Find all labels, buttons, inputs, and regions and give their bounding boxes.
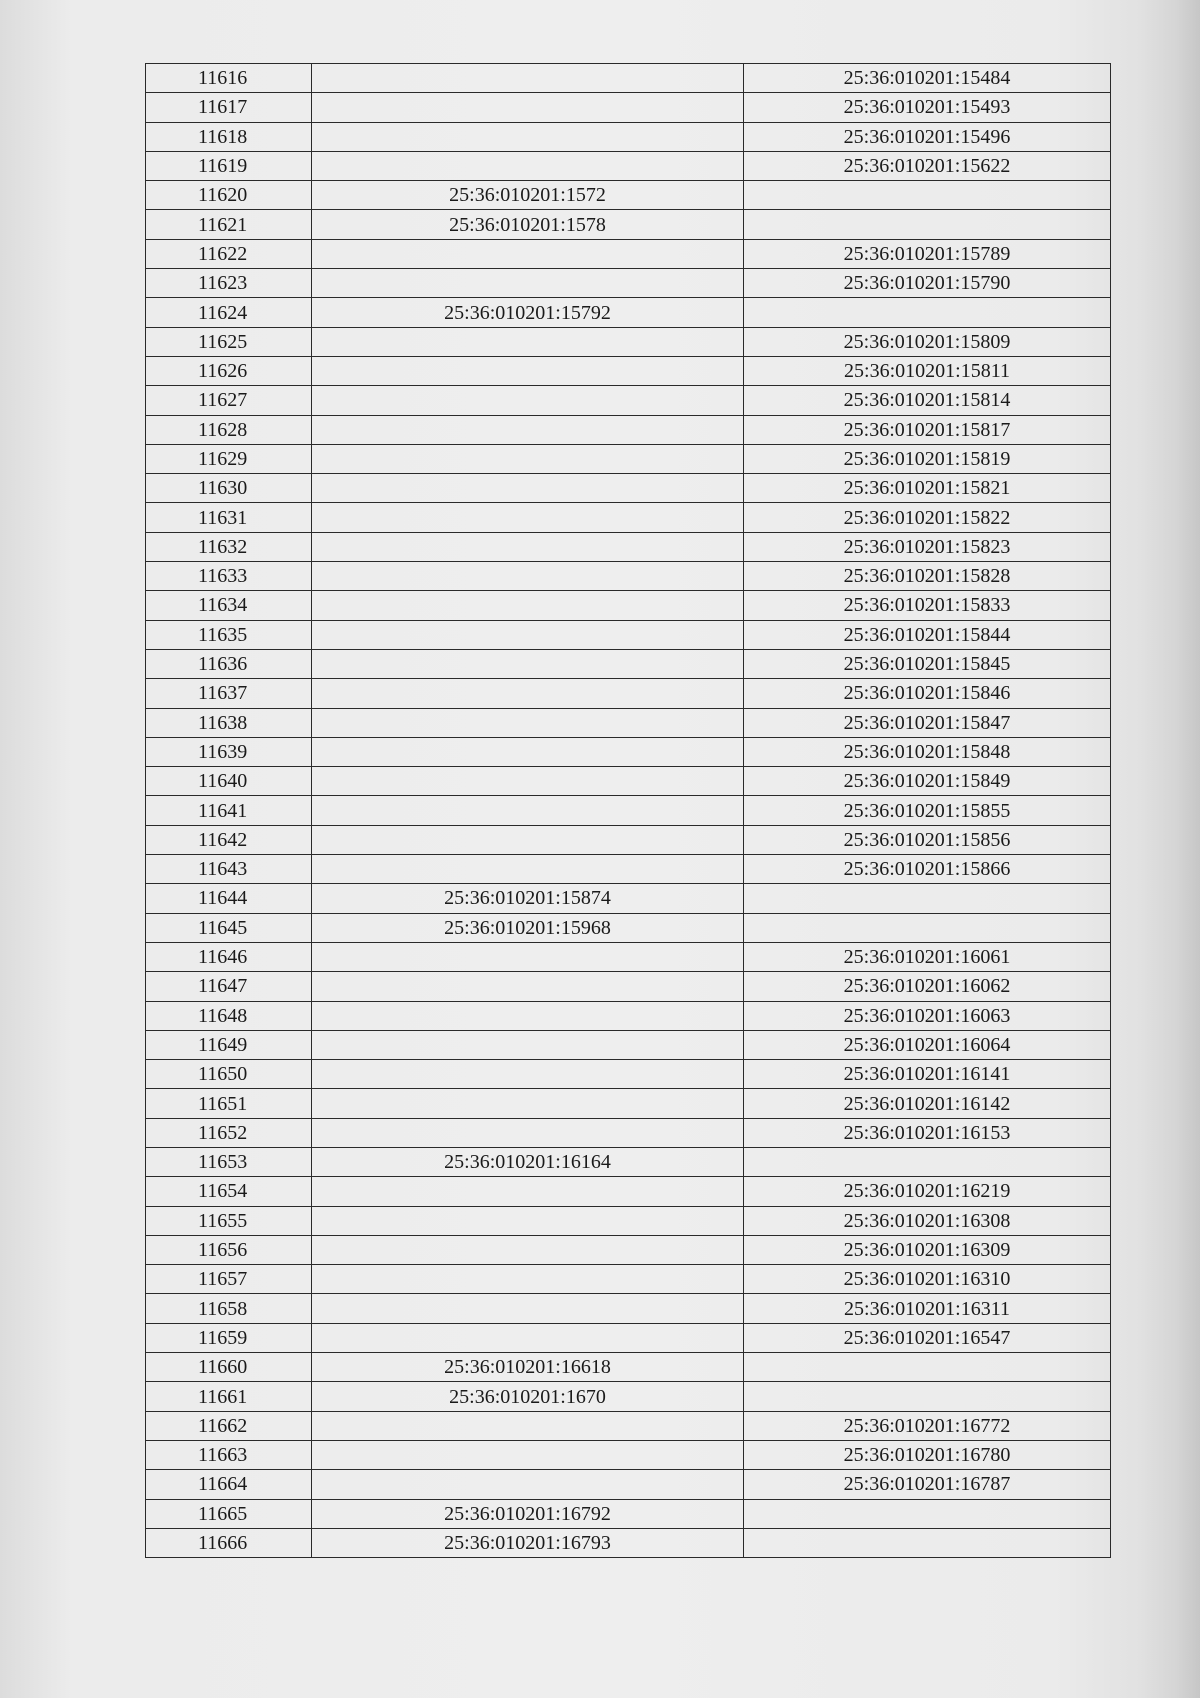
row-number-cell: 11616 (146, 64, 312, 93)
row-number-cell: 11662 (146, 1411, 312, 1440)
table-row (146, 1235, 1111, 1264)
cadastral-number-cell-left (312, 415, 744, 444)
table-row (146, 1294, 1111, 1323)
cadastral-number-cell-left: 25:36:010201:15968 (312, 913, 744, 942)
cadastral-number-cell-left: 25:36:010201:16792 (312, 1499, 744, 1528)
cadastral-number-cell-right: 25:36:010201:15833 (744, 591, 1111, 620)
table-row (146, 64, 1111, 93)
cadastral-number-cell-right: 25:36:010201:15493 (744, 93, 1111, 122)
cadastral-number-cell-right: 25:36:010201:16547 (744, 1323, 1111, 1352)
cadastral-number-cell-left (312, 1001, 744, 1030)
cadastral-number-cell-right: 25:36:010201:16308 (744, 1206, 1111, 1235)
row-number-cell: 11619 (146, 151, 312, 180)
table-row (146, 1411, 1111, 1440)
table-row (146, 855, 1111, 884)
cadastral-number-cell-right (744, 884, 1111, 913)
table-row (146, 1089, 1111, 1118)
cadastral-number-cell-right (744, 1382, 1111, 1411)
cadastral-number-cell-right: 25:36:010201:16141 (744, 1060, 1111, 1089)
cadastral-number-cell-left (312, 1030, 744, 1059)
row-number-cell: 11642 (146, 825, 312, 854)
row-number-cell: 11657 (146, 1265, 312, 1294)
table-row (146, 356, 1111, 385)
cadastral-number-cell-left: 25:36:010201:16164 (312, 1147, 744, 1176)
cadastral-number-cell-left (312, 532, 744, 561)
row-number-cell: 11625 (146, 327, 312, 356)
cadastral-number-cell-right: 25:36:010201:15823 (744, 532, 1111, 561)
cadastral-number-cell-left (312, 1060, 744, 1089)
cadastral-number-cell-right: 25:36:010201:15847 (744, 708, 1111, 737)
table-row (146, 181, 1111, 210)
row-number-cell: 11628 (146, 415, 312, 444)
cadastral-number-cell-left (312, 356, 744, 385)
cadastral-number-cell-left (312, 1177, 744, 1206)
cadastral-number-cell-right: 25:36:010201:15819 (744, 444, 1111, 473)
table-row (146, 1323, 1111, 1352)
row-number-cell: 11652 (146, 1118, 312, 1147)
cadastral-number-cell-left (312, 327, 744, 356)
table-row (146, 1265, 1111, 1294)
cadastral-number-cell-right: 25:36:010201:15855 (744, 796, 1111, 825)
cadastral-number-cell-left: 25:36:010201:15792 (312, 298, 744, 327)
cadastral-number-cell-right: 25:36:010201:16142 (744, 1089, 1111, 1118)
table-row (146, 1060, 1111, 1089)
cadastral-number-cell-right (744, 1499, 1111, 1528)
table-row (146, 474, 1111, 503)
row-number-cell: 11659 (146, 1323, 312, 1352)
table-row (146, 767, 1111, 796)
table-row (146, 737, 1111, 766)
table-row (146, 1499, 1111, 1528)
cadastral-number-cell-left (312, 122, 744, 151)
cadastral-number-cell-left (312, 591, 744, 620)
cadastral-number-cell-left (312, 93, 744, 122)
table-row (146, 210, 1111, 239)
table-row (146, 1470, 1111, 1499)
cadastral-number-cell-right (744, 298, 1111, 327)
cadastral-number-cell-left (312, 444, 744, 473)
table-row (146, 269, 1111, 298)
cadastral-number-cell-left: 25:36:010201:1578 (312, 210, 744, 239)
cadastral-number-cell-left: 25:36:010201:15874 (312, 884, 744, 913)
cadastral-number-cell-right: 25:36:010201:15846 (744, 679, 1111, 708)
cadastral-number-cell-right (744, 1528, 1111, 1557)
row-number-cell: 11633 (146, 562, 312, 591)
cadastral-number-cell-right: 25:36:010201:16309 (744, 1235, 1111, 1264)
cadastral-number-cell-right: 25:36:010201:16153 (744, 1118, 1111, 1147)
cadastral-number-cell-left (312, 239, 744, 268)
row-number-cell: 11661 (146, 1382, 312, 1411)
row-number-cell: 11650 (146, 1060, 312, 1089)
row-number-cell: 11647 (146, 972, 312, 1001)
cadastral-number-cell-right: 25:36:010201:16311 (744, 1294, 1111, 1323)
cadastral-number-cell-left (312, 972, 744, 1001)
cadastral-number-cell-right: 25:36:010201:16787 (744, 1470, 1111, 1499)
cadastral-number-cell-right: 25:36:010201:16780 (744, 1440, 1111, 1469)
table-row (146, 1147, 1111, 1176)
row-number-cell: 11621 (146, 210, 312, 239)
row-number-cell: 11636 (146, 649, 312, 678)
table-body (146, 64, 1111, 1558)
row-number-cell: 11630 (146, 474, 312, 503)
row-number-cell: 11660 (146, 1353, 312, 1382)
cadastral-number-cell-right: 25:36:010201:15848 (744, 737, 1111, 766)
cadastral-number-cell-right: 25:36:010201:15828 (744, 562, 1111, 591)
row-number-cell: 11644 (146, 884, 312, 913)
cadastral-number-cell-right: 25:36:010201:16062 (744, 972, 1111, 1001)
table-row (146, 386, 1111, 415)
cadastral-number-cell-right: 25:36:010201:16061 (744, 942, 1111, 971)
cadastral-number-cell-left (312, 1206, 744, 1235)
cadastral-number-cell-left (312, 767, 744, 796)
cadastral-number-cell-left (312, 269, 744, 298)
table-row (146, 620, 1111, 649)
cadastral-number-cell-right: 25:36:010201:15866 (744, 855, 1111, 884)
cadastral-number-cell-right: 25:36:010201:15844 (744, 620, 1111, 649)
row-number-cell: 11664 (146, 1470, 312, 1499)
cadastral-number-cell-right: 25:36:010201:15789 (744, 239, 1111, 268)
cadastral-number-cell-left (312, 503, 744, 532)
cadastral-number-cell-right (744, 1353, 1111, 1382)
table-row (146, 298, 1111, 327)
table-row (146, 151, 1111, 180)
cadastral-number-cell-right: 25:36:010201:15790 (744, 269, 1111, 298)
cadastral-number-cell-right: 25:36:010201:16064 (744, 1030, 1111, 1059)
cadastral-number-cell-left (312, 620, 744, 649)
row-number-cell: 11634 (146, 591, 312, 620)
row-number-cell: 11641 (146, 796, 312, 825)
row-number-cell: 11620 (146, 181, 312, 210)
row-number-cell: 11618 (146, 122, 312, 151)
table-row (146, 122, 1111, 151)
cadastral-number-cell-right: 25:36:010201:16310 (744, 1265, 1111, 1294)
table-row (146, 503, 1111, 532)
cadastral-number-cell-right: 25:36:010201:15622 (744, 151, 1111, 180)
table-row (146, 1528, 1111, 1557)
row-number-cell: 11665 (146, 1499, 312, 1528)
table-row (146, 1001, 1111, 1030)
row-number-cell: 11623 (146, 269, 312, 298)
cadastral-number-cell-right: 25:36:010201:15814 (744, 386, 1111, 415)
row-number-cell: 11649 (146, 1030, 312, 1059)
cadastral-number-cell-left (312, 386, 744, 415)
row-number-cell: 11663 (146, 1440, 312, 1469)
cadastral-number-cell-left (312, 679, 744, 708)
table-row (146, 591, 1111, 620)
table-row (146, 1382, 1111, 1411)
cadastral-number-cell-right: 25:36:010201:15856 (744, 825, 1111, 854)
cadastral-number-table (145, 63, 1111, 1558)
cadastral-number-cell-right (744, 1147, 1111, 1176)
table-row (146, 1353, 1111, 1382)
table-row (146, 825, 1111, 854)
row-number-cell: 11617 (146, 93, 312, 122)
cadastral-number-cell-left: 25:36:010201:16618 (312, 1353, 744, 1382)
table-row (146, 942, 1111, 971)
row-number-cell: 11653 (146, 1147, 312, 1176)
row-number-cell: 11632 (146, 532, 312, 561)
table-row (146, 1030, 1111, 1059)
row-number-cell: 11635 (146, 620, 312, 649)
cadastral-number-cell-right: 25:36:010201:15809 (744, 327, 1111, 356)
row-number-cell: 11666 (146, 1528, 312, 1557)
table-row (146, 327, 1111, 356)
table-row (146, 1206, 1111, 1235)
table-row (146, 679, 1111, 708)
cadastral-number-cell-left (312, 1294, 744, 1323)
row-number-cell: 11654 (146, 1177, 312, 1206)
table-row (146, 884, 1111, 913)
cadastral-number-cell-right: 25:36:010201:15849 (744, 767, 1111, 796)
cadastral-number-cell-right: 25:36:010201:15822 (744, 503, 1111, 532)
table-row (146, 649, 1111, 678)
cadastral-number-cell-right: 25:36:010201:15811 (744, 356, 1111, 385)
cadastral-number-cell-right (744, 913, 1111, 942)
row-number-cell: 11645 (146, 913, 312, 942)
row-number-cell: 11651 (146, 1089, 312, 1118)
row-number-cell: 11638 (146, 708, 312, 737)
row-number-cell: 11648 (146, 1001, 312, 1030)
row-number-cell: 11627 (146, 386, 312, 415)
row-number-cell: 11640 (146, 767, 312, 796)
table-row (146, 796, 1111, 825)
cadastral-number-cell-right: 25:36:010201:15845 (744, 649, 1111, 678)
cadastral-number-cell-right (744, 181, 1111, 210)
row-number-cell: 11643 (146, 855, 312, 884)
cadastral-number-cell-left (312, 1265, 744, 1294)
table-row (146, 913, 1111, 942)
table-row (146, 532, 1111, 561)
cadastral-number-cell-left (312, 1323, 744, 1352)
table-row (146, 444, 1111, 473)
cadastral-number-cell-right: 25:36:010201:16219 (744, 1177, 1111, 1206)
cadastral-number-cell-left (312, 737, 744, 766)
row-number-cell: 11637 (146, 679, 312, 708)
table-row (146, 1440, 1111, 1469)
row-number-cell: 11624 (146, 298, 312, 327)
table-row (146, 1177, 1111, 1206)
cadastral-number-cell-right: 25:36:010201:16063 (744, 1001, 1111, 1030)
table-row (146, 562, 1111, 591)
row-number-cell: 11622 (146, 239, 312, 268)
cadastral-number-cell-left (312, 708, 744, 737)
cadastral-number-cell-left (312, 562, 744, 591)
cadastral-number-cell-right (744, 210, 1111, 239)
cadastral-number-cell-right: 25:36:010201:16772 (744, 1411, 1111, 1440)
cadastral-number-cell-left (312, 796, 744, 825)
cadastral-number-cell-left (312, 825, 744, 854)
page-edge-shadow (1140, 0, 1200, 1698)
table-row (146, 415, 1111, 444)
cadastral-number-cell-left: 25:36:010201:1670 (312, 1382, 744, 1411)
table-row (146, 239, 1111, 268)
cadastral-number-cell-left (312, 1440, 744, 1469)
row-number-cell: 11646 (146, 942, 312, 971)
cadastral-number-cell-left (312, 1470, 744, 1499)
row-number-cell: 11639 (146, 737, 312, 766)
cadastral-number-cell-left (312, 942, 744, 971)
cadastral-number-cell-left (312, 64, 744, 93)
table-row (146, 972, 1111, 1001)
row-number-cell: 11631 (146, 503, 312, 532)
row-number-cell: 11655 (146, 1206, 312, 1235)
row-number-cell: 11656 (146, 1235, 312, 1264)
cadastral-number-cell-right: 25:36:010201:15817 (744, 415, 1111, 444)
row-number-cell: 11629 (146, 444, 312, 473)
table-row (146, 1118, 1111, 1147)
cadastral-number-cell-right: 25:36:010201:15496 (744, 122, 1111, 151)
cadastral-number-cell-left (312, 474, 744, 503)
cadastral-number-cell-right: 25:36:010201:15484 (744, 64, 1111, 93)
cadastral-number-cell-left: 25:36:010201:1572 (312, 181, 744, 210)
cadastral-number-cell-left (312, 1235, 744, 1264)
cadastral-number-cell-left (312, 855, 744, 884)
row-number-cell: 11626 (146, 356, 312, 385)
table-row (146, 93, 1111, 122)
cadastral-number-cell-right: 25:36:010201:15821 (744, 474, 1111, 503)
cadastral-number-cell-left: 25:36:010201:16793 (312, 1528, 744, 1557)
cadastral-number-cell-left (312, 1411, 744, 1440)
cadastral-number-cell-left (312, 1118, 744, 1147)
cadastral-number-cell-left (312, 649, 744, 678)
table-row (146, 708, 1111, 737)
cadastral-number-cell-left (312, 151, 744, 180)
row-number-cell: 11658 (146, 1294, 312, 1323)
cadastral-number-cell-left (312, 1089, 744, 1118)
